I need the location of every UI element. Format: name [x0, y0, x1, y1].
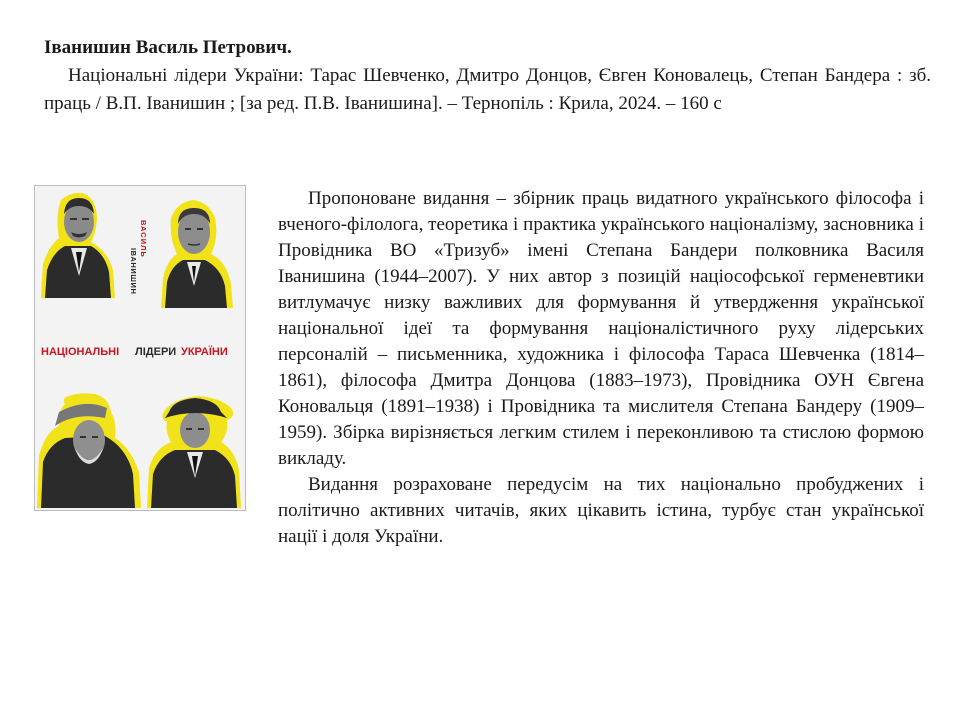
cover-title-word-1: НАЦІОНАЛЬНІ: [41, 346, 120, 358]
book-annotation: [278, 186, 924, 550]
cover-title-word-2: ЛІДЕРИ: [135, 346, 177, 358]
book-cover-image: [34, 185, 246, 511]
cover-author-firstname: ВАСИЛЬ: [139, 220, 148, 258]
cover-author-lastname: ІВАНИШИН: [129, 248, 138, 295]
book-author: Іванишин Василь Петрович.: [44, 37, 292, 58]
portrait-bottom-left: [37, 393, 141, 508]
annotation-paragraph-1: Пропоноване видання – збірник праць видатного українського філософа і вченого-філолога, теоретика і практика українського націоналізму, засновника і Провідника ВО «Тризуб» імені Степана Бандери полковника Василя Іванишина (1944–2007). У них автор з позицій націософської герменевтики витлумачує низку важливих для формування й утвердження української національної ідеї та формування націоналістичного руху лідерських персоналій – письменника, художника і філософа Тараса Шевченка (1814–1861), філософа Дмитра Донцова (1883–1973), Провідника ОУН Євгена Коновальця (1891–1938) і Провідника та мислителя Степана Бандеру (1909–1959). Збірка вирізняється легким стилем і переконливою та стислою формою викладу.: [278, 188, 924, 469]
annotation-paragraph-2: Видання розраховане передусім на тих національно пробуджених і політично активних читачів, яких цікавить істина, турбує стан української нації і доля України.: [278, 474, 924, 547]
portrait-top-right: [161, 200, 233, 308]
portrait-top-left: [41, 193, 115, 298]
cover-title-word-3: УКРАЇНИ: [181, 346, 228, 358]
bibliographic-description: Національні лідери України: Тарас Шевченко, Дмитро Донцов, Євген Коновалець, Степан Бандера : зб. праць / В.П. Іванишин ; [за ред. П.В. Іванишина]. – Тернопіль : Крила, 2024. – 160 с: [44, 65, 931, 114]
portrait-bottom-right: [147, 396, 241, 508]
cover-author-vertical: [129, 220, 148, 295]
cover-title: [41, 345, 228, 358]
